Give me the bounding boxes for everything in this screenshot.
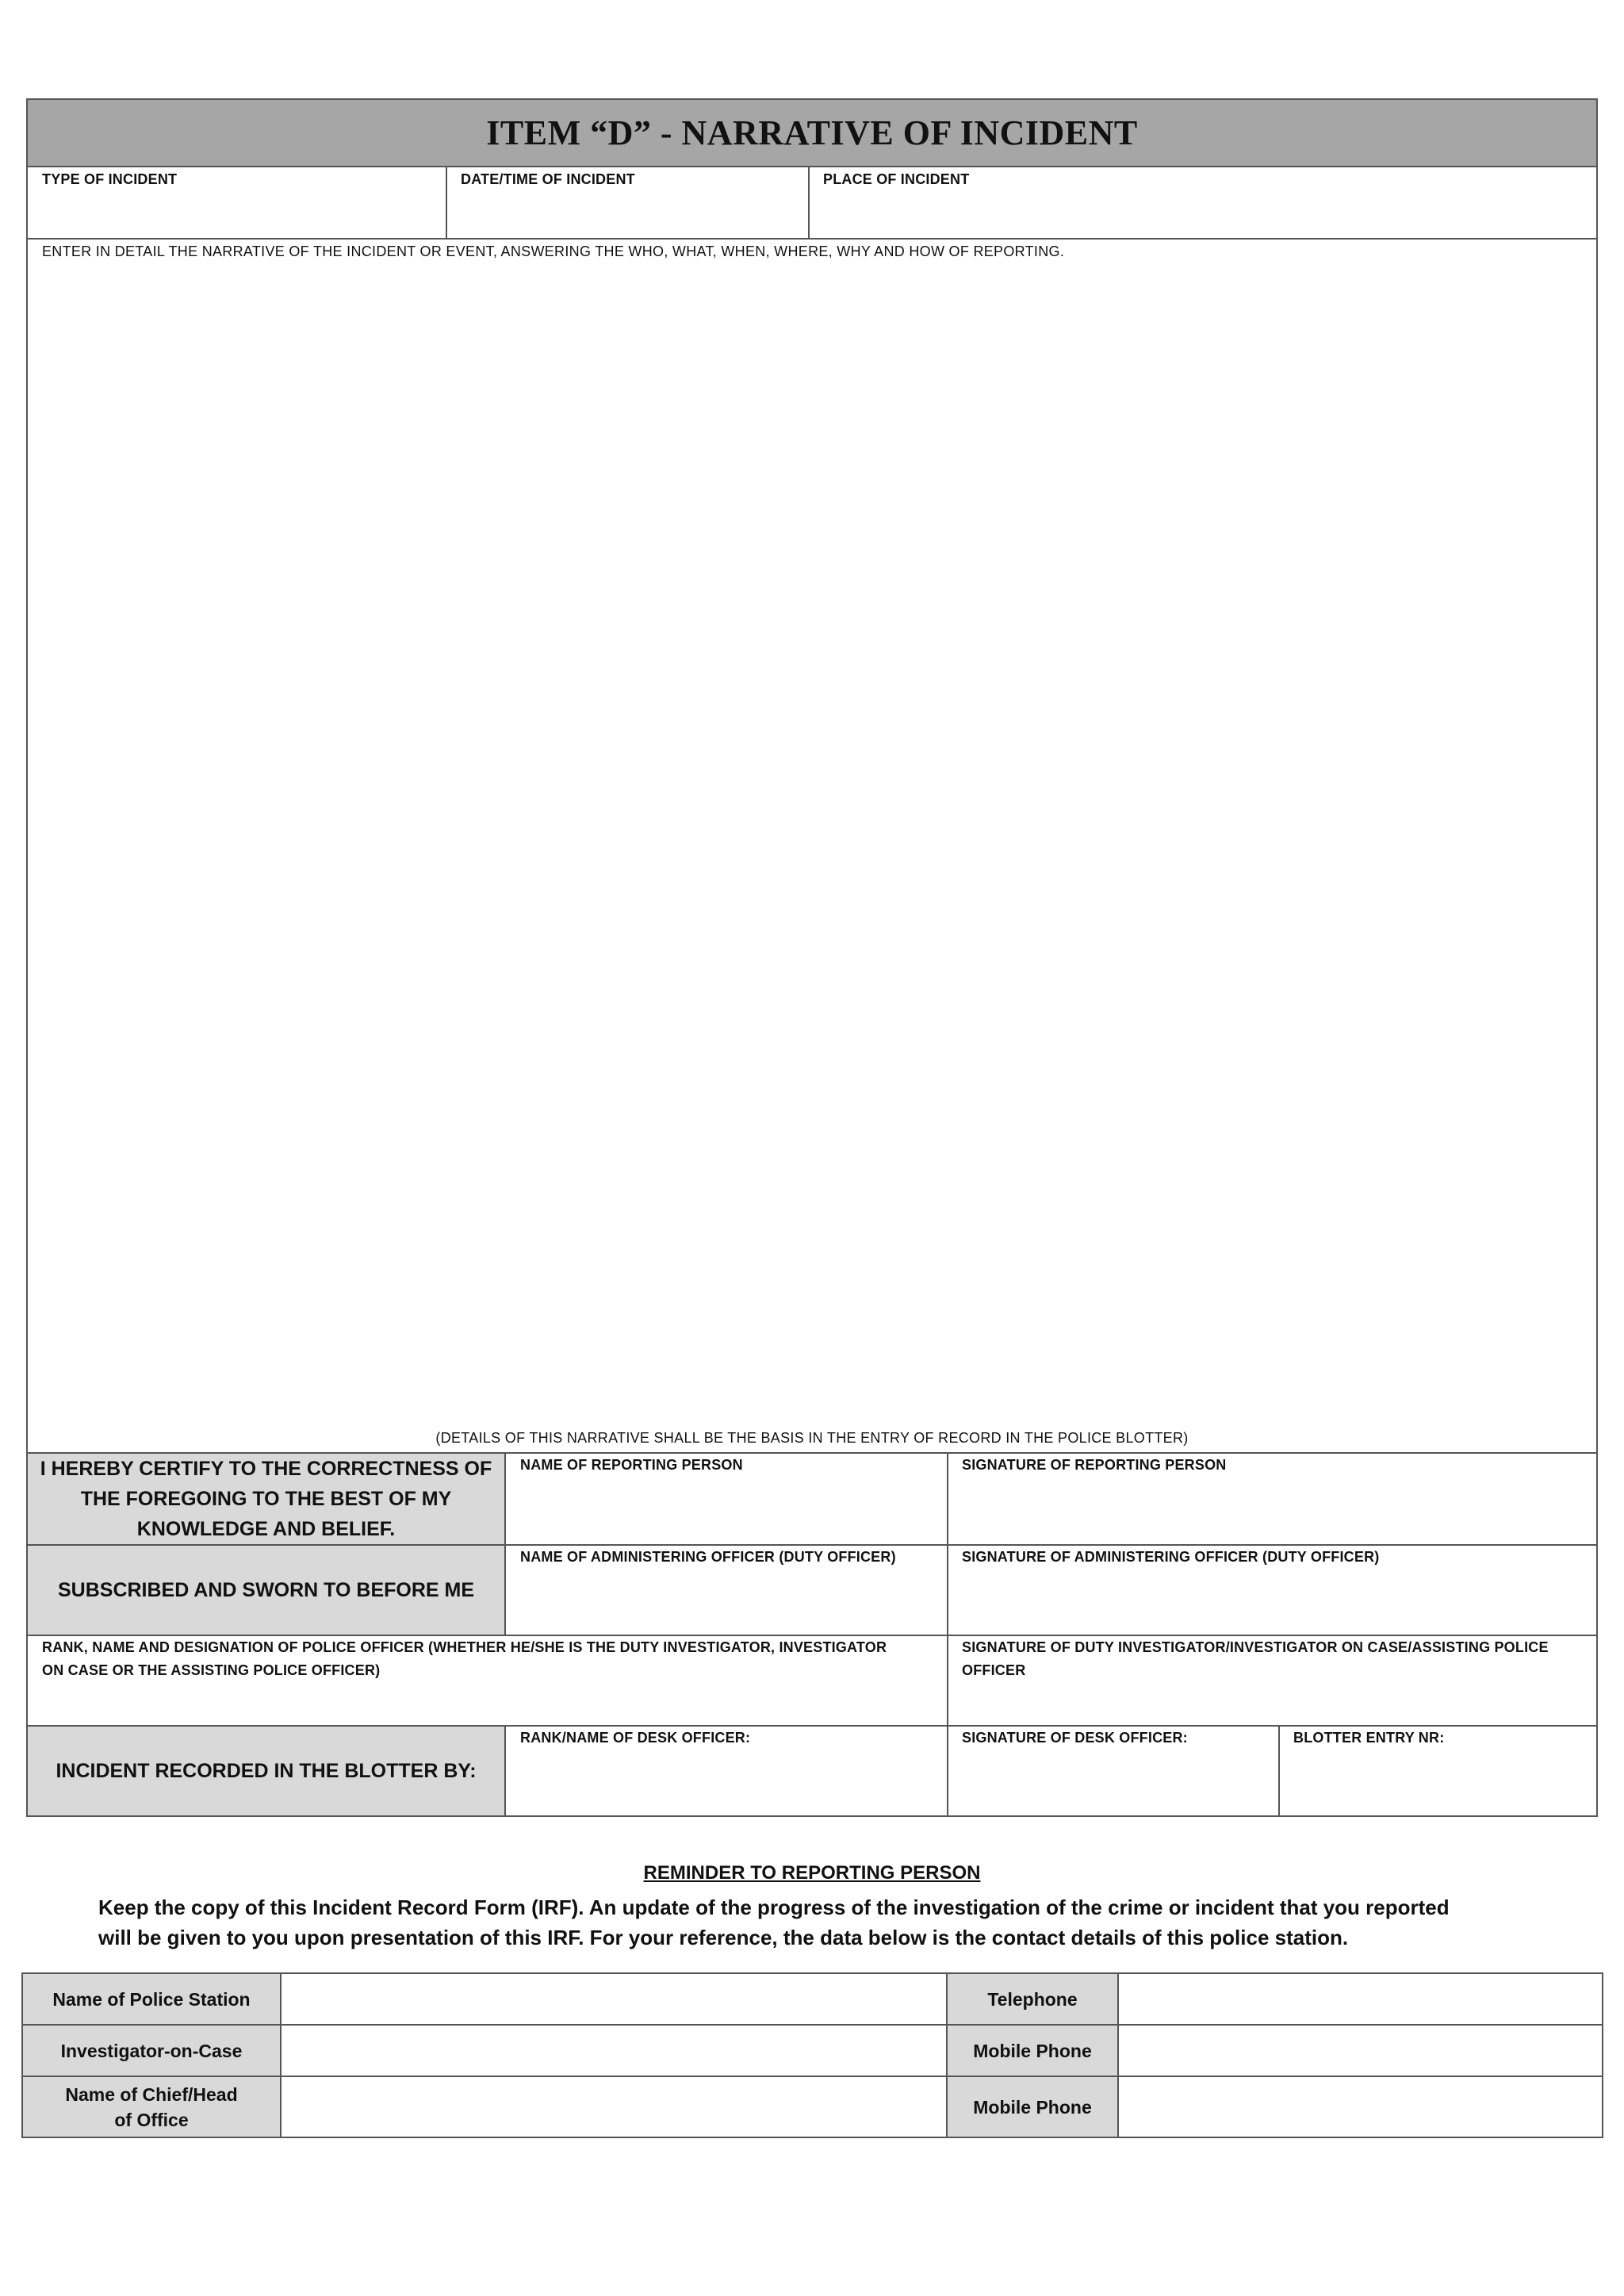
reporting-person-name-field[interactable] (504, 1452, 948, 1546)
investigator-mobile-label: Mobile Phone (973, 2040, 1092, 2061)
telephone-input[interactable] (1117, 1972, 1603, 2026)
investigator-input[interactable] (280, 2024, 948, 2077)
certify-statement: I HEREBY CERTIFY TO THE CORRECTNESS OF THE FOREGOING TO THE BEST OF MY KNOWLEDGE AND BELIEF. (40, 1458, 492, 1540)
investigator-signature-label: SIGNATURE OF DUTY INVESTIGATOR/INVESTIGATOR ON CASE/ASSISTING POLICE OFFICER (962, 1639, 1549, 1678)
investigator-mobile-input[interactable] (1117, 2024, 1603, 2077)
narrative-note: (DETAILS OF THIS NARRATIVE SHALL BE THE BASIS IN THE ENTRY OF RECORD IN THE POLICE BLOTTER) (435, 1430, 1189, 1446)
type-of-incident-label: TYPE OF INCIDENT (42, 171, 178, 187)
reporting-person-name-label: NAME OF REPORTING PERSON (520, 1457, 743, 1473)
type-of-incident-field[interactable] (26, 166, 447, 240)
certify-statement-cell (26, 1452, 506, 1546)
sworn-statement: SUBSCRIBED AND SWORN TO BEFORE ME (57, 1579, 475, 1601)
desk-officer-name-label: RANK/NAME OF DESK OFFICER: (520, 1730, 751, 1746)
blotter-statement-cell (26, 1725, 506, 1817)
reminder-title: REMINDER TO REPORTING PERSON (643, 1862, 981, 1884)
police-officer-rank-name-field[interactable] (26, 1635, 948, 1727)
reporting-person-signature-label: SIGNATURE OF REPORTING PERSON (962, 1457, 1227, 1473)
investigator-label: Investigator-on-Case (60, 2040, 243, 2061)
place-of-incident-label: PLACE OF INCIDENT (823, 171, 970, 187)
blotter-statement: INCIDENT RECORDED IN THE BLOTTER BY: (56, 1760, 477, 1782)
datetime-of-incident-field[interactable] (446, 166, 810, 240)
chief-mobile-label: Mobile Phone (973, 2096, 1092, 2118)
reminder-line-2: will be given to you upon presentation of this IRF. For your reference, the data below is the contact details of this police station. (98, 1926, 1349, 1949)
telephone-label-cell (946, 1972, 1119, 2026)
desk-officer-signature-field[interactable] (947, 1725, 1280, 1817)
datetime-of-incident-label: DATE/TIME OF INCIDENT (461, 171, 635, 187)
investigator-signature-field[interactable] (947, 1635, 1598, 1727)
desk-officer-signature-label: SIGNATURE OF DESK OFFICER: (962, 1730, 1188, 1746)
chief-mobile-input[interactable] (1117, 2076, 1603, 2138)
desk-officer-name-field[interactable] (504, 1725, 948, 1817)
police-station-label-cell (21, 1972, 282, 2026)
blotter-entry-number-label: BLOTTER ENTRY NR: (1293, 1730, 1445, 1746)
chief-label: Name of Chief/Head of Office (65, 2083, 238, 2130)
investigator-label-cell (21, 2024, 282, 2077)
reminder-line-1: Keep the copy of this Incident Record Form (IRF). An update of the progress of the investigation of the crime or incident that you reported (98, 1895, 1450, 1919)
form-title-bar (26, 98, 1598, 167)
admin-officer-signature-field[interactable] (947, 1544, 1598, 1636)
reporting-person-signature-field[interactable] (947, 1452, 1598, 1546)
police-station-input[interactable] (280, 1972, 948, 2026)
police-officer-rank-name-label: RANK, NAME AND DESIGNATION OF POLICE OFFICER (WHETHER HE/SHE IS THE DUTY INVESTIGATOR, INVESTIGATOR ON CASE OR THE ASSISTING POLICE OFFICER) (42, 1639, 887, 1678)
telephone-label: Telephone (987, 1988, 1078, 2010)
admin-officer-name-label: NAME OF ADMINISTERING OFFICER (DUTY OFFICER) (520, 1549, 896, 1565)
admin-officer-name-field[interactable] (504, 1544, 948, 1636)
blotter-entry-number-field[interactable] (1278, 1725, 1598, 1817)
investigator-mobile-label-cell (946, 2024, 1119, 2077)
chief-label-cell (21, 2076, 282, 2138)
chief-input[interactable] (280, 2076, 948, 2138)
police-station-label: Name of Police Station (52, 1988, 251, 2010)
admin-officer-signature-label: SIGNATURE OF ADMINISTERING OFFICER (DUTY OFFICER) (962, 1549, 1380, 1565)
sworn-statement-cell (26, 1544, 506, 1636)
form-title: ITEM “D” - NARRATIVE OF INCIDENT (486, 113, 1138, 152)
narrative-instruction: ENTER IN DETAIL THE NARRATIVE OF THE INCIDENT OR EVENT, ANSWERING THE WHO, WHAT, WHEN, WHERE, WHY AND HOW OF REPORTING. (42, 243, 1065, 259)
narrative-textarea[interactable] (26, 238, 1598, 1454)
place-of-incident-field[interactable] (808, 166, 1598, 240)
chief-mobile-label-cell (946, 2076, 1119, 2138)
